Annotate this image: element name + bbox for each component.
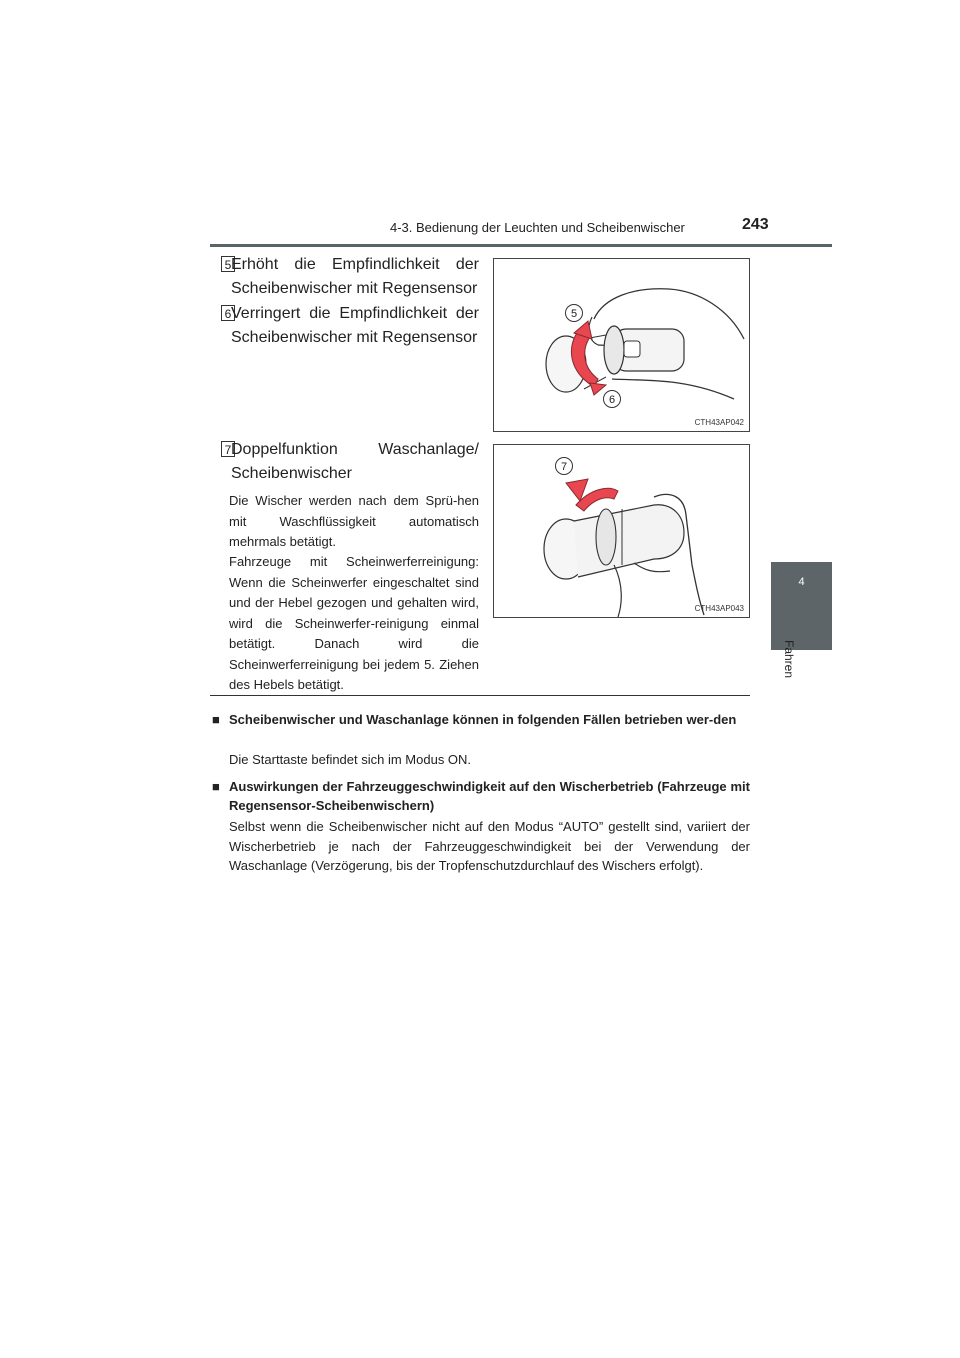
callout-6: 6	[603, 390, 621, 408]
section-divider	[210, 695, 750, 696]
note-heading-text: Auswirkungen der Fahrzeuggeschwindigkeit auf den Wischerbetrieb (Fahrzeuge mit Regensensor-Scheibenwischern)	[229, 779, 750, 813]
header-divider	[210, 244, 832, 247]
square-bullet-icon: ■	[212, 779, 220, 794]
wiper-lever-pull-illustration	[494, 445, 749, 617]
item-paragraph: Die Wischer werden nach dem Sprü-hen mit Waschflüssigkeit automatisch mehrmals betätigt.	[229, 493, 479, 549]
note-body: Selbst wenn die Scheibenwischer nicht auf den Modus “AUTO” gestellt sind, variiert der Wischerbetrieb je nach der Fahrzeuggeschwindigkeit bei der Verwendung der Waschanlage (Verzögerung, bis der Tropfenschutzdurchlauf des Wischers erfolgt).	[229, 819, 750, 873]
chapter-title: 4-3. Bedienung der Leuchten und Scheibenwischer	[390, 220, 685, 235]
item-marker: 5	[221, 256, 235, 272]
figure-code: CTH43AP042	[694, 418, 744, 427]
item-text: Verringert die Empfindlichkeit der Scheibenwischer mit Regensensor	[231, 305, 479, 346]
chapter-side-label	[782, 628, 810, 688]
callout-7: 7	[555, 457, 573, 475]
wiper-lever-illustration	[494, 259, 749, 431]
chapter-label: Fahren	[782, 639, 797, 679]
figure-washer-wiper	[493, 444, 750, 618]
square-bullet-icon: ■	[212, 712, 220, 727]
figure-code: CTH43AP043	[694, 604, 744, 613]
item-marker: 7	[221, 441, 235, 457]
item-text: Erhöht die Empfindlichkeit der Scheibenwischer mit Regensensor	[231, 256, 479, 297]
item-paragraph: Fahrzeuge mit Scheinwerferreinigung: Wenn die Scheinwerfer eingeschaltet sind und der Hebel gezogen und gehalten wird, wird die Scheinwerfer-reinigung einmal betätigt. Danach wird die Scheinwerferreinigung bei jedem 5. Ziehen des Hebels betätigt.	[229, 554, 479, 692]
figure-wiper-sensitivity	[493, 258, 750, 432]
note-heading	[212, 710, 750, 729]
note-heading-text: Scheibenwischer und Waschanlage können in folgenden Fällen betrieben wer-den	[229, 712, 737, 727]
page-number: 243	[742, 216, 769, 233]
note-heading	[212, 777, 750, 815]
item-marker: 6	[221, 305, 235, 321]
item-text: Doppelfunktion Waschanlage/ Scheibenwischer	[231, 441, 479, 482]
callout-5: 5	[565, 304, 583, 322]
chapter-number: 4	[798, 576, 805, 588]
note-body: Die Starttaste befindet sich im Modus ON.	[229, 752, 472, 767]
